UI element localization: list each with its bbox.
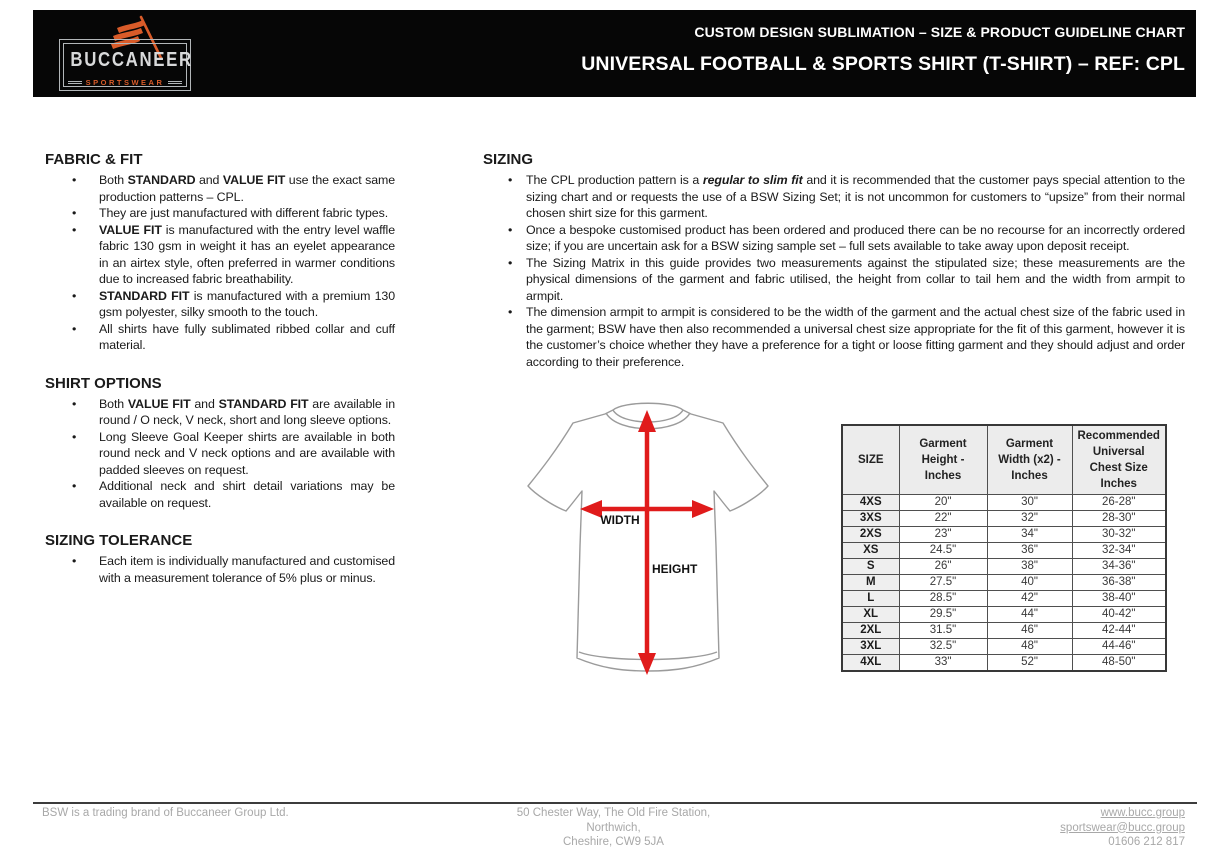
size-cell: M [842,575,899,591]
height-cell: 29.5" [899,607,987,623]
size-matrix-table [841,424,1167,672]
footer-address-line: 50 Chester Way, The Old Fire Station, [516,807,711,819]
bullet-item: • Additional neck and shirt detail variations may be available on request. [45,478,395,511]
table-row [842,623,1166,639]
bullet-item: • STANDARD FIT is manufactured with a premium 130 gsm polyester, silky smooth to the touch. [45,288,395,321]
logo-sub-line-left [68,81,82,84]
section-title-sizing-tolerance: SIZING TOLERANCE [45,532,193,549]
website-link[interactable]: www.bucc.group [1100,807,1185,819]
chest-cell: 48-50" [1072,655,1166,672]
table-row [842,527,1166,543]
table-row [842,591,1166,607]
bullet-item: • Both VALUE FIT and STANDARD FIT are available in round / O neck, V neck, short and long sleeve options. [45,396,395,429]
logo-sub-text-row [68,78,182,87]
chest-cell: 36-38" [1072,575,1166,591]
bullet-item: • The CPL production pattern is a regular to slim fit and it is recommended that the customer pays special attention to the sizing chart and or requests the use of a BSW Sizing Set; it is not uncommon for customers to “upsize” from their normal chosen shirt size for this garment. [483,172,1185,222]
height-cell: 23" [899,527,987,543]
document-title: UNIVERSAL FOOTBALL & SPORTS SHIRT (T-SHIRT) – REF: CPL [581,53,1185,75]
table-row [842,559,1166,575]
fabric-fit-list [45,172,395,354]
sizing-tolerance-list [45,553,395,586]
height-label: HEIGHT [652,562,698,576]
chest-cell: 40-42" [1072,607,1166,623]
table-row [842,639,1166,655]
size-cell: XS [842,543,899,559]
col-header-garment-width: Garment Width (x2) - Inches [987,425,1072,495]
height-cell: 31.5" [899,623,987,639]
email-link[interactable]: sportswear@bucc.group [1060,821,1185,834]
width-cell: 44" [987,607,1072,623]
height-cell: 22" [899,511,987,527]
height-cell: 32.5" [899,639,987,655]
footer [33,806,1196,850]
logo-sub-text: SPORTSWEAR [85,78,165,87]
bullet-item: • Long Sleeve Goal Keeper shirts are available in both round neck and V neck options and are available with padded sleeves on request. [45,429,395,479]
sizing-list [483,172,1185,370]
logo-brand-text: BUCCANEER [70,49,193,71]
bullet-item: • All shirts have fully sublimated ribbed collar and cuff material. [45,321,395,354]
chest-cell: 42-44" [1072,623,1166,639]
section-title-sizing: SIZING [483,151,534,168]
content-columns [45,151,1185,684]
footer-address [423,806,804,850]
width-cell: 48" [987,639,1072,655]
width-cell: 32" [987,511,1072,527]
table-row [842,495,1166,511]
right-column [483,151,1185,684]
size-cell: 2XL [842,623,899,639]
size-cell: 4XS [842,495,899,511]
width-cell: 42" [987,591,1072,607]
chest-cell: 32-34" [1072,543,1166,559]
width-cell: 30" [987,495,1072,511]
size-cell: 4XL [842,655,899,672]
height-cell: 24.5" [899,543,987,559]
height-cell: 20" [899,495,987,511]
size-cell: L [842,591,899,607]
table-header-row [842,425,1166,495]
document-subtitle: CUSTOM DESIGN SUBLIMATION – SIZE & PRODUCT GUIDELINE CHART [694,24,1185,40]
bullet-item: • Both STANDARD and VALUE FIT use the exact same production patterns – CPL. [45,172,395,205]
footer-contact [804,806,1196,850]
col-header-garment-height: Garment Height - Inches [899,425,987,495]
size-cell: 3XS [842,511,899,527]
width-label: WIDTH [600,513,640,527]
chest-cell: 28-30" [1072,511,1166,527]
bullet-item: • Each item is individually manufactured and customised with a measurement tolerance of 5% plus or minus. [45,553,395,586]
width-cell: 46" [987,623,1072,639]
size-cell: 3XL [842,639,899,655]
size-cell: XL [842,607,899,623]
diagram-and-table [483,384,1185,684]
table-row [842,575,1166,591]
brand-logo [57,12,199,94]
chest-cell: 34-36" [1072,559,1166,575]
width-cell: 52" [987,655,1072,672]
tshirt-diagram [525,396,771,682]
col-header-size: SIZE [842,425,899,495]
bullet-item: • Once a bespoke customised product has been ordered and produced there can be no recourse for an incorrectly ordered size; if you are uncertain ask for a BSW sizing sample set – full sets available to take away upon deposit receipt. [483,222,1185,255]
footer-address-line: Cheshire, CW9 5JA [563,836,664,848]
tshirt-outline-icon [525,396,771,682]
size-cell: S [842,559,899,575]
left-column [45,151,395,684]
width-cell: 34" [987,527,1072,543]
footer-divider [33,802,1197,804]
width-cell: 40" [987,575,1072,591]
chest-cell: 30-32" [1072,527,1166,543]
width-cell: 36" [987,543,1072,559]
chest-cell: 44-46" [1072,639,1166,655]
table-row [842,655,1166,672]
size-cell: 2XS [842,527,899,543]
chest-cell: 26-28" [1072,495,1166,511]
footer-address-line: Northwich, [586,821,641,834]
height-cell: 27.5" [899,575,987,591]
header-bar [33,10,1196,97]
header-titles [581,10,1196,97]
table-row [842,511,1166,527]
section-title-shirt-options: SHIRT OPTIONS [45,374,162,392]
width-cell: 38" [987,559,1072,575]
chest-cell: 38-40" [1072,591,1166,607]
table-row [842,543,1166,559]
phone-number: 01606 212 817 [1108,836,1185,848]
height-cell: 26" [899,559,987,575]
logo-sub-line-right [168,81,182,84]
bullet-item: • VALUE FIT is manufactured with the entry level waffle fabric 130 gsm in weight it has an eyelet appearance in an airtex style, often preferred in warmer conditions due to increased fabric breathability. [45,222,395,288]
bullet-item: • The dimension armpit to armpit is considered to be the width of the garment and the actual chest size of the fabric used in the garment; BSW have then also recommended a universal chest size appropriate for the fit of this garment, however it is the customer’s choice whether they have a preference for a tight or loose fitting garment and they should adjust and order according to their preference. [483,304,1185,370]
table-row [842,607,1166,623]
footer-trading-note: BSW is a trading brand of Buccaneer Group Ltd. [42,807,289,819]
height-cell: 28.5" [899,591,987,607]
logo-frame [59,39,191,91]
col-header-chest: Recommended Universal Chest Size Inches [1072,425,1166,495]
height-cell: 33" [899,655,987,672]
bullet-item: • The Sizing Matrix in this guide provides two measurements against the stipulated size; these measurements are the physical dimensions of the garment and fabric utilised, the height from collar to tail hem and the width from armpit to armpit. [483,255,1185,305]
shirt-options-list [45,396,395,512]
bullet-item: • They are just manufactured with different fabric types. [45,205,395,222]
section-title-fabric-fit: FABRIC & FIT [45,151,143,168]
